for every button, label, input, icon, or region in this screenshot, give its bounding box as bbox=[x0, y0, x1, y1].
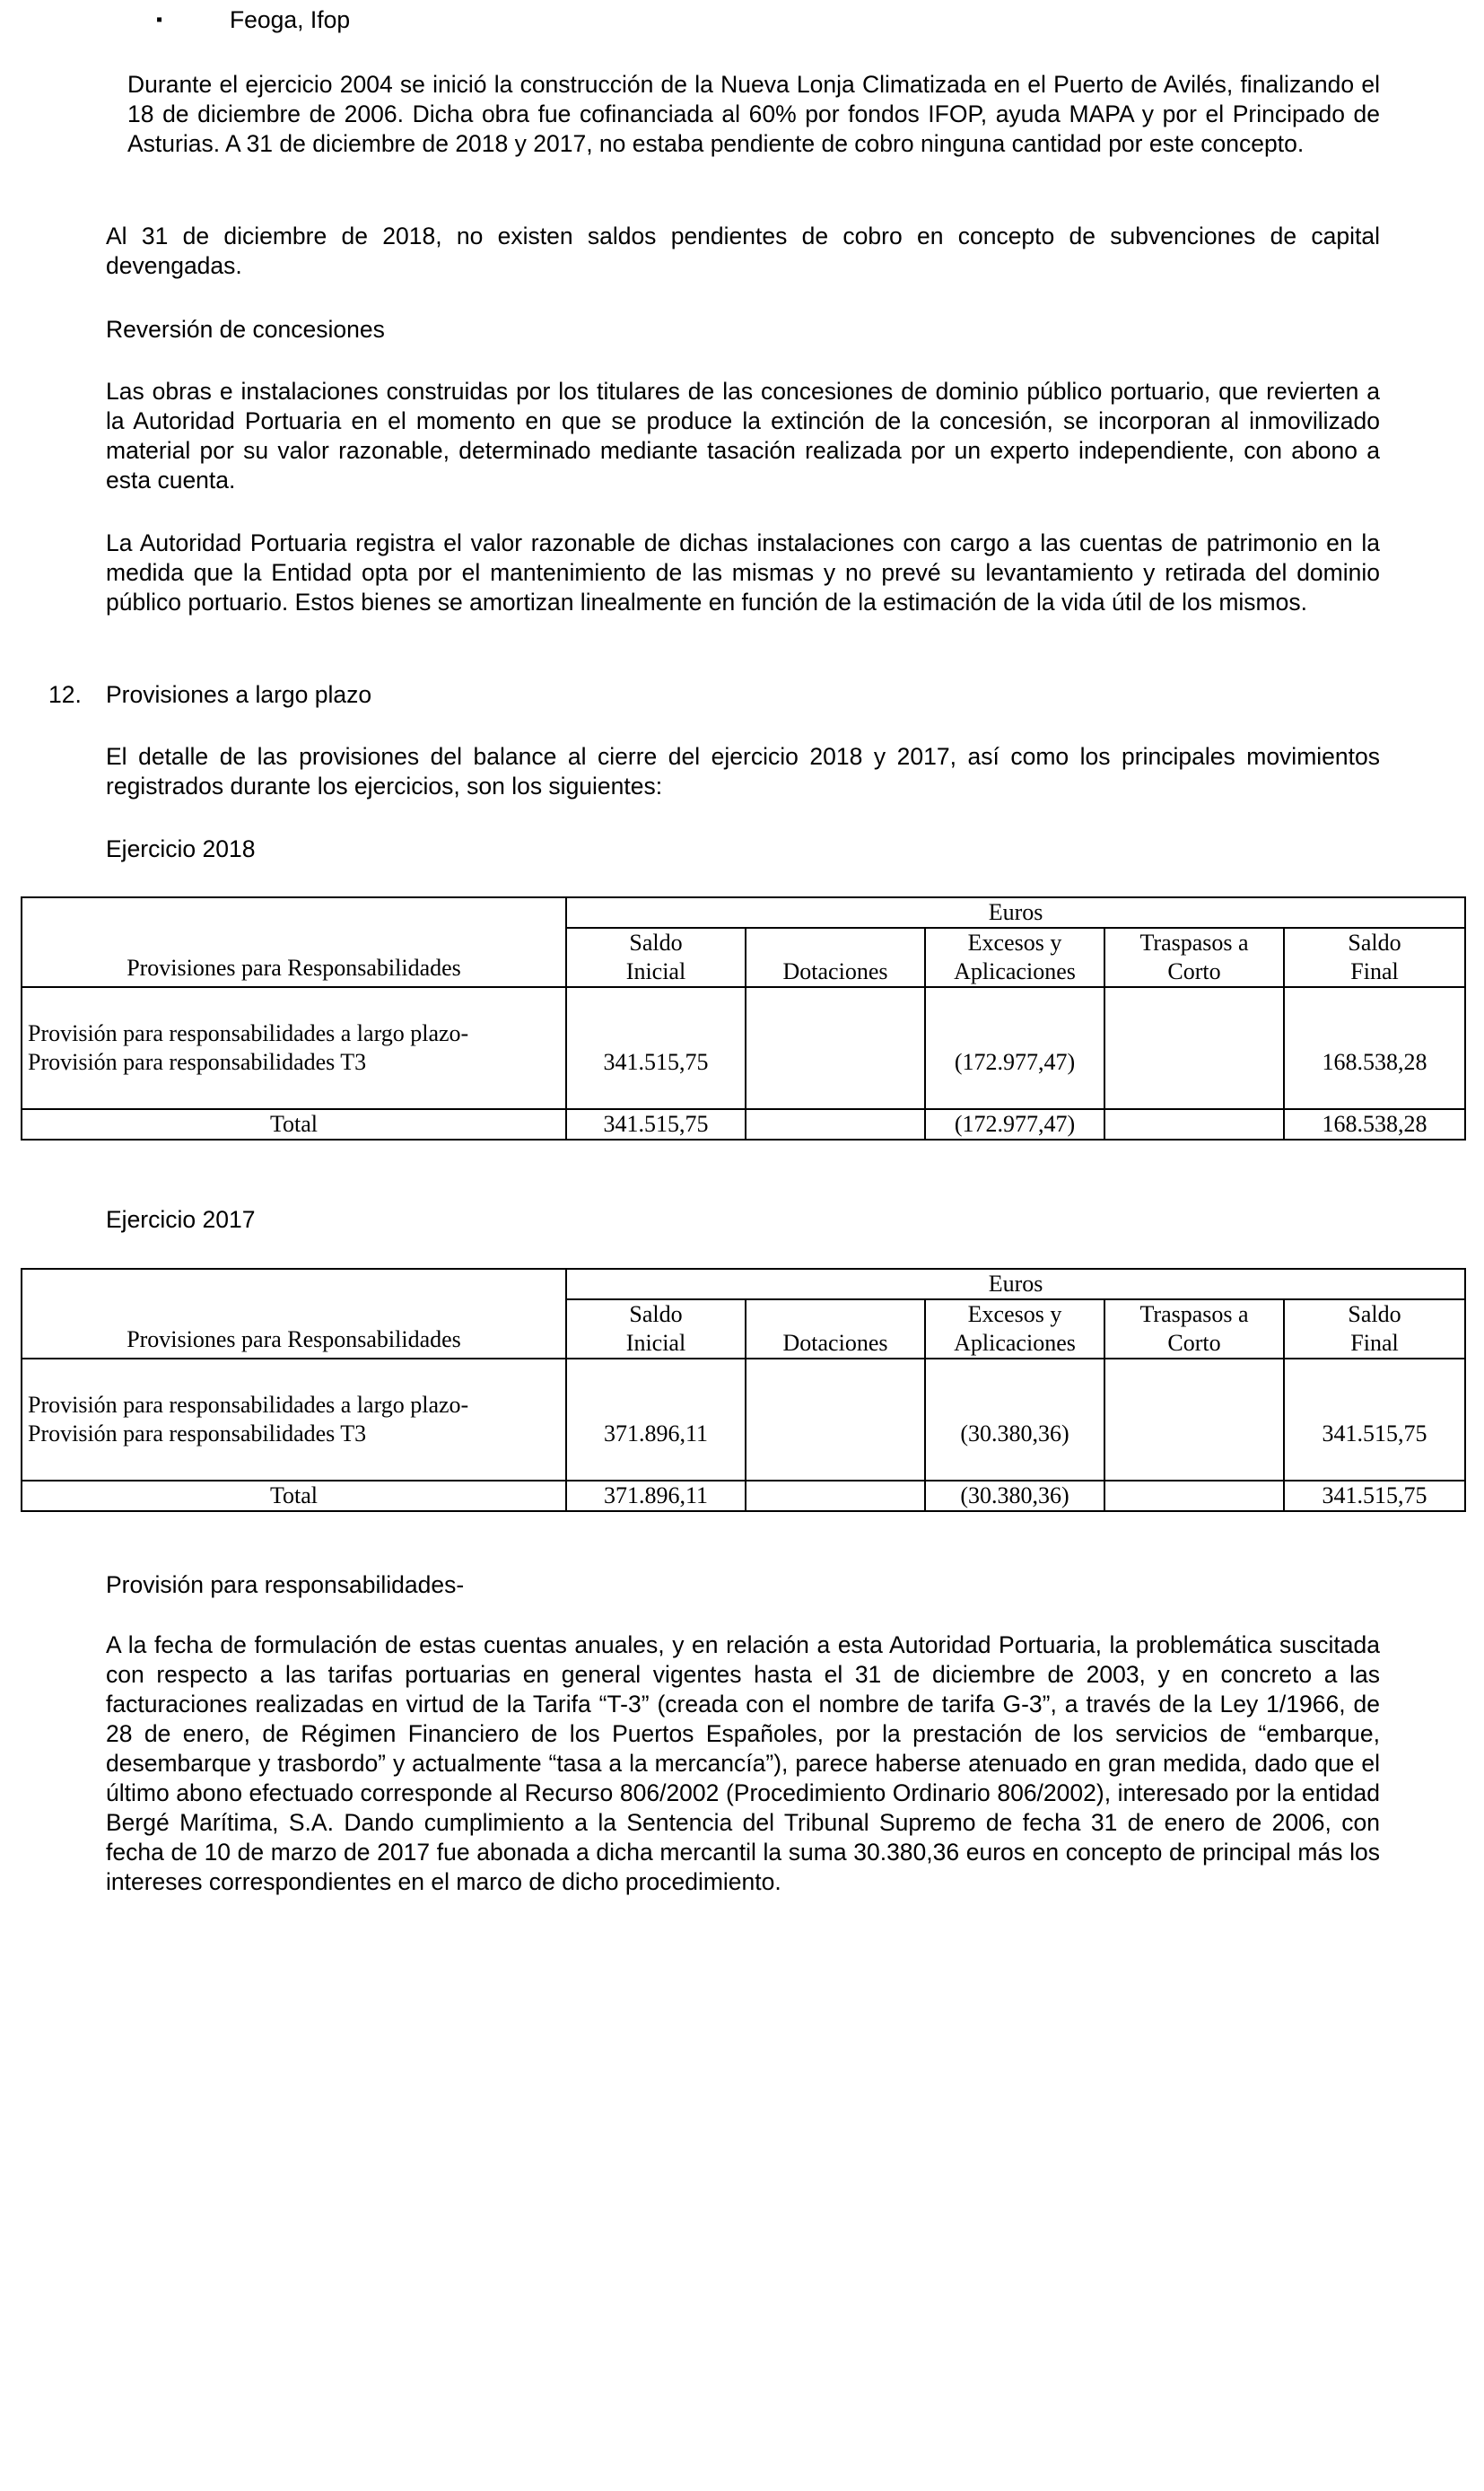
col-excesos-header: Excesos y Aplicaciones bbox=[925, 928, 1104, 987]
total-traspasos bbox=[1104, 1481, 1284, 1511]
table-2018-heading: Ejercicio 2018 bbox=[106, 835, 256, 862]
cell-dotaciones bbox=[746, 987, 925, 1109]
total-excesos: (172.977,47) bbox=[925, 1109, 1104, 1140]
table-total-row bbox=[22, 1109, 1465, 1140]
total-dotaciones bbox=[746, 1481, 925, 1511]
cell-excesos: (30.380,36) bbox=[925, 1359, 1104, 1481]
cell-dotaciones bbox=[746, 1359, 925, 1481]
col-saldo-inicial-header: Saldo Inicial bbox=[566, 1299, 746, 1359]
closing-paragraph: A la fecha de formulación de estas cuentas anuales, y en relación a esta Autoridad Portuaria, la problemática suscitada con respecto a las tarifas portuarias en general vigentes hasta el 31 de diciembre de 2003, y en concreto a las facturaciones realizadas en virtud de la Tarifa “T-3” (creada con el nombre de tarifa G-3”, a través de la Ley 1/1966, de 28 de enero, de Régimen Financiero de los Puertos Españoles, por la prestación de los servicios de “embarque, desembarque y trasbordo” y actualmente “tasa a la mercancía”), parece haberse atenuado en gran medida, dado que el último abono efectuado corresponde al Recurso 806/2002 (Procedimiento Ordinario 806/2002), interesado por la entidad Bergé Marítima, S.A. Dando cumplimiento a la Sentencia del Tribunal Supremo de fecha 31 de enero de 2006, con fecha de 10 de marzo de 2017 fue abonada a dicha mercantil la suma 30.380,36 euros en concepto de principal más los intereses correspondientes en el marco de dicho procedimiento. bbox=[106, 1631, 1380, 1895]
row-label-header: Provisiones para Responsabilidades bbox=[22, 897, 566, 987]
cell-saldo-inicial: 341.515,75 bbox=[566, 987, 746, 1109]
cell-excesos: (172.977,47) bbox=[925, 987, 1104, 1109]
cell-traspasos bbox=[1104, 1359, 1284, 1481]
currency-header: Euros bbox=[566, 897, 1465, 928]
total-saldo-final: 341.515,75 bbox=[1284, 1481, 1465, 1511]
section-heading bbox=[0, 680, 1484, 710]
table-2017-heading: Ejercicio 2017 bbox=[106, 1206, 256, 1233]
col-traspasos-header: Traspasos a Corto bbox=[1104, 928, 1284, 987]
col-dotaciones-header: Dotaciones bbox=[746, 928, 925, 987]
col-traspasos-header: Traspasos a Corto bbox=[1104, 1299, 1284, 1359]
table-row bbox=[22, 1359, 1465, 1481]
col-dotaciones-header: Dotaciones bbox=[746, 1299, 925, 1359]
provisions-table-2018 bbox=[21, 896, 1466, 1141]
currency-header: Euros bbox=[566, 1269, 1465, 1299]
row-label: Provisión para responsabilidades a largo plazo- Provisión para responsabilidades T3 bbox=[22, 1359, 566, 1481]
row-label-header: Provisiones para Responsabilidades bbox=[22, 1269, 566, 1359]
col-saldo-inicial-header: Saldo Inicial bbox=[566, 928, 746, 987]
closing-heading: Provisión para responsabilidades- bbox=[106, 1571, 465, 1598]
total-traspasos bbox=[1104, 1109, 1284, 1140]
col-saldo-final-header: Saldo Final bbox=[1284, 1299, 1465, 1359]
col-saldo-final-header: Saldo Final bbox=[1284, 928, 1465, 987]
col-excesos-header: Excesos y Aplicaciones bbox=[925, 1299, 1104, 1359]
cell-saldo-inicial: 371.896,11 bbox=[566, 1359, 746, 1481]
cell-saldo-final: 341.515,75 bbox=[1284, 1359, 1465, 1481]
paragraph-valor-razonable: La Autoridad Portuaria registra el valor razonable de dichas instalaciones con cargo a las cuentas de patrimonio en la medida que la Entidad opta por el mantenimiento de las mismas y no prevé su levantamiento y retirada del dominio público portuario. Estos bienes se amortizan linealmente en función de la estimación de la vida útil de los mismos. bbox=[106, 529, 1380, 616]
subheading-reversion: Reversión de concesiones bbox=[106, 316, 385, 343]
paragraph-obras-instalaciones: Las obras e instalaciones construidas por los titulares de las concesiones de dominio público portuario, que revierten a la Autoridad Portuaria en el momento en que se produce la extinción de la concesión, se incorporan al inmovilizado material por su valor razonable, determinado mediante tasación realizada por un experto independiente, con abono a esta cuenta. bbox=[106, 378, 1380, 494]
total-label: Total bbox=[22, 1109, 566, 1140]
section-number: 12. bbox=[48, 681, 82, 708]
total-excesos: (30.380,36) bbox=[925, 1481, 1104, 1511]
paragraph-nueva-lonja: Durante el ejercicio 2004 se inició la construcción de la Nueva Lonja Climatizada en el Puerto de Avilés, finalizando el 18 de diciembre de 2006. Dicha obra fue cofinanciada al 60% por fondos IFOP, ayuda MAPA y por el Principado de Asturias. A 31 de diciembre de 2018 y 2017, no estaba pendiente de cobro ninguna cantidad por este concepto. bbox=[127, 71, 1380, 157]
total-saldo-inicial: 341.515,75 bbox=[566, 1109, 746, 1140]
row-label: Provisión para responsabilidades a largo plazo- Provisión para responsabilidades T3 bbox=[22, 987, 566, 1109]
table-total-row bbox=[22, 1481, 1465, 1511]
square-bullet-icon: ▪ bbox=[156, 10, 163, 30]
provisions-table-2017 bbox=[21, 1268, 1466, 1512]
total-label: Total bbox=[22, 1481, 566, 1511]
section-intro: El detalle de las provisiones del balance al cierre del ejercicio 2018 y 2017, así como los principales movimientos registrados durante los ejercicios, son los siguientes: bbox=[106, 743, 1380, 800]
table-row bbox=[22, 987, 1465, 1109]
total-saldo-final: 168.538,28 bbox=[1284, 1109, 1465, 1140]
paragraph-saldos-pendientes: Al 31 de diciembre de 2018, no existen saldos pendientes de cobro en concepto de subvenciones de capital devengadas. bbox=[106, 223, 1380, 279]
cell-saldo-final: 168.538,28 bbox=[1284, 987, 1465, 1109]
total-dotaciones bbox=[746, 1109, 925, 1140]
cell-traspasos bbox=[1104, 987, 1284, 1109]
section-title: Provisiones a largo plazo bbox=[106, 681, 372, 708]
total-saldo-inicial: 371.896,11 bbox=[566, 1481, 746, 1511]
bullet-text: Feoga, Ifop bbox=[230, 6, 351, 33]
